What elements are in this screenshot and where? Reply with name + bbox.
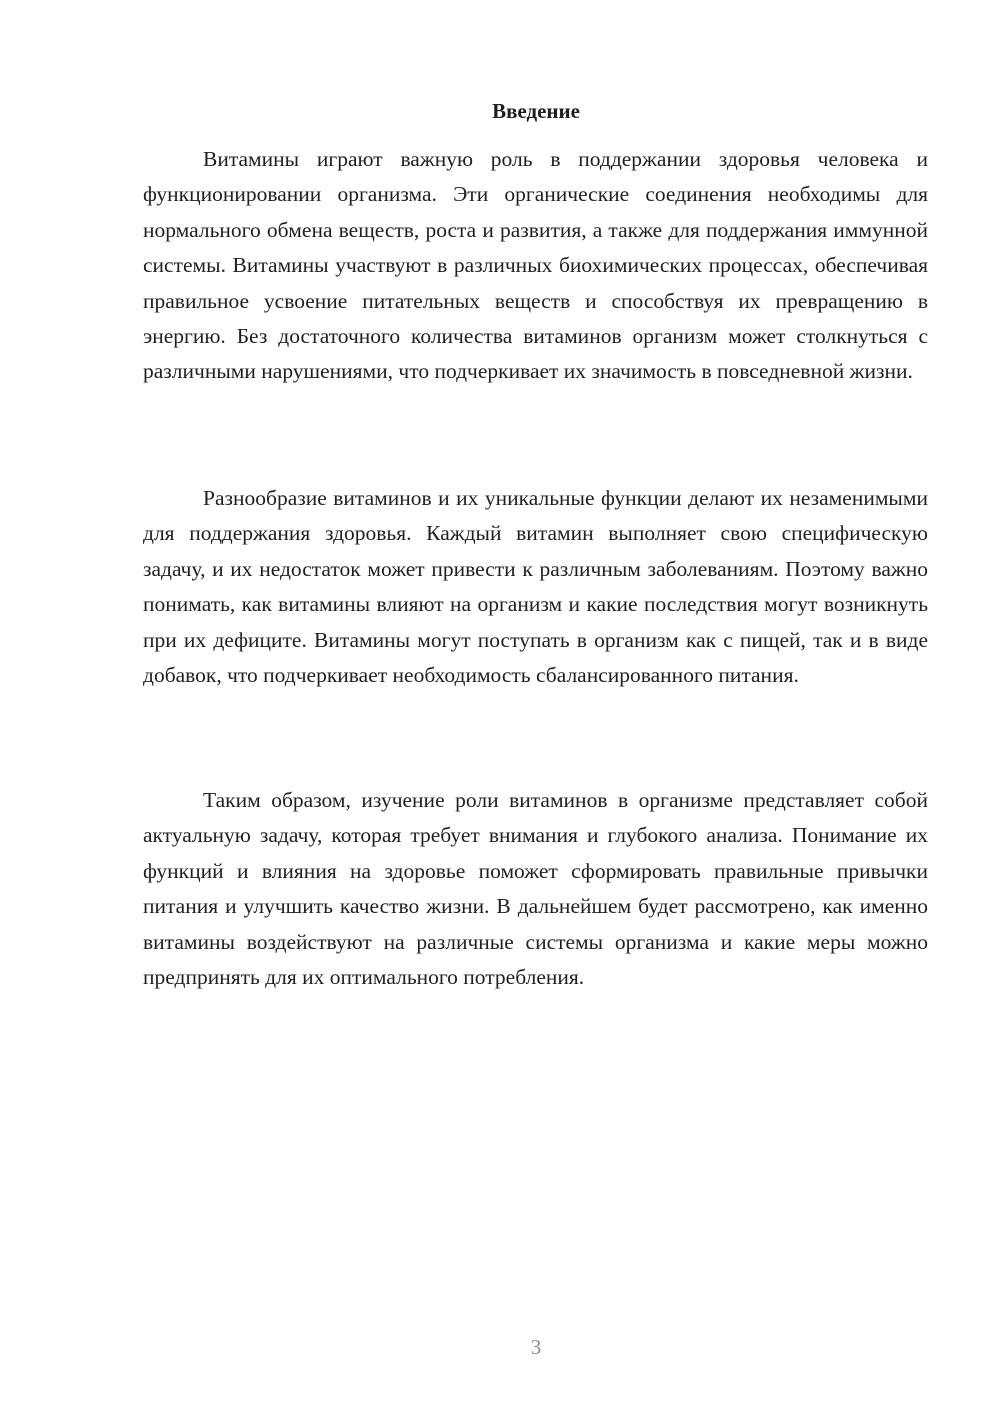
paragraph-3: Таким образом, изучение роли витаминов в организме представляет собой актуальную задачу, которая требует внимания и глубокого анализа. Понимание их функций и влияния на здоровье поможет сформировать правильные привычки питания и улучшить качество жизни. В дальнейшем будет рассмотрено, как именно витамины воздействуют на различные системы организма и какие меры можно предпринять для их оптимального потребления. <box>143 788 928 990</box>
paragraph-2: Разнообразие витаминов и их уникальные функции делают их незаменимыми для поддержания здоровья. Каждый витамин выполняет свою специфическую задачу, и их недостаток может привести к различным заболеваниям. Поэтому важно понимать, как витамины влияют на организм и какие последствия могут возникнуть при их дефиците. Витамины могут поступать в организм как с пищей, так и в виде добавок, что подчеркивает необходимость сбалансированного питания. <box>143 486 928 688</box>
paragraph-1: Витамины играют важную роль в поддержании здоровья человека и функционировании организма. Эти органические соединения необходимы для нормального обмена веществ, роста и развития, а также для поддержания иммунной системы. Витамины участвуют в различных биохимических процессах, обеспечивая правильное усвоение питательных веществ и способствуя их превращению в энергию. Без достаточного количества витаминов организм может столкнуться с различными нарушениями, что подчеркивает их значимость в повседневной жизни. <box>143 147 928 384</box>
section-title: Введение <box>492 99 580 123</box>
page-number: 3 <box>530 1335 542 1359</box>
